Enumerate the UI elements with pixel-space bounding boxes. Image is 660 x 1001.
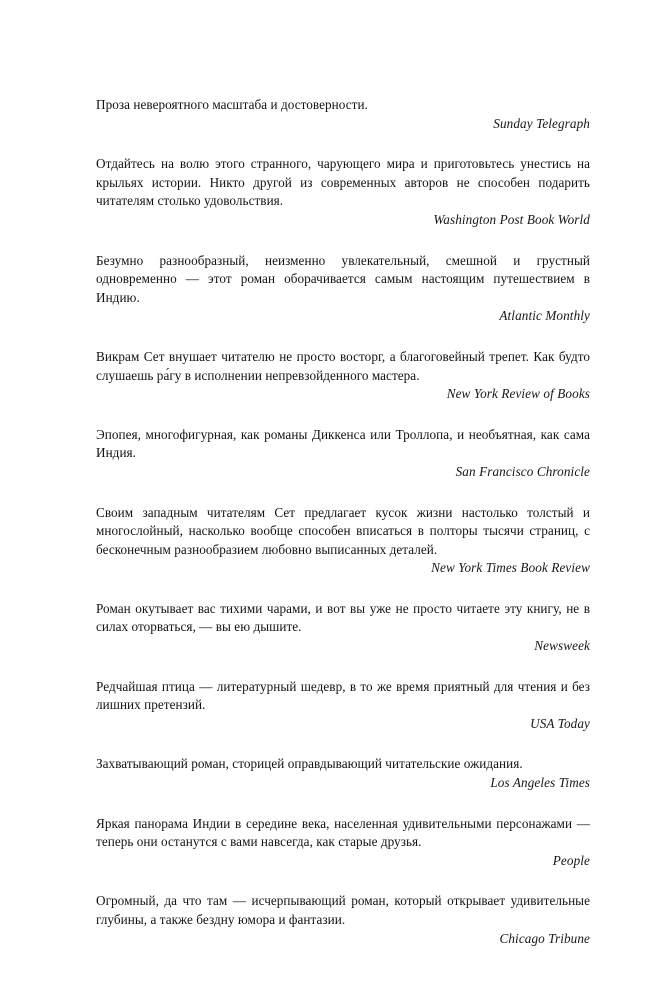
blurb-source: Newsweek [534, 638, 590, 654]
blurb-item [96, 155, 590, 229]
blurb-item [96, 252, 590, 326]
blurb-item [96, 504, 590, 578]
blurb-item [96, 678, 590, 734]
blurb-text: Отдайтесь на волю этого странного, чарующего мира и приготовьтесь унестись на крыльях истории. Никто другой из современных авторов не способен подарить читателям столько удовольствия. [96, 156, 590, 209]
blurb-source: New York Times Book Review [431, 560, 590, 576]
blurb-text: Яркая панорама Индии в середине века, населенная удивительными персонажами — теперь они останутся с вами навсегда, как старые друзья. [96, 815, 590, 850]
blurb-item [96, 815, 590, 871]
blurb-source: Sunday Telegraph [493, 115, 590, 131]
blurb-text: Роман окутывает вас тихими чарами, и вот вы уже не просто читаете эту книгу, не в силах оторваться, — вы ею дышите. [96, 600, 590, 635]
blurb-text: Редчайшая птица — литературный шедевр, в то же время приятный для чтения и без лишних претензий. [96, 678, 590, 713]
blurb-text: Викрам Сет внушает читателю не просто восторг, а благоговейный трепет. Как будто слушаешь ра́гу в исполнении непревзойденного мастера. [96, 348, 590, 383]
blurb-item [96, 96, 590, 133]
blurb-item [96, 600, 590, 656]
blurb-item [96, 892, 590, 948]
blurb-item [96, 755, 590, 792]
blurb-source: San Francisco Chronicle [455, 463, 590, 479]
praise-blurb-list [96, 96, 590, 948]
blurb-text: Огромный, да что там — исчерпывающий роман, который открывает удивительные глубины, а также бездну юмора и фантазии. [96, 893, 590, 927]
blurb-text: Проза невероятного масштаба и достоверности. [96, 97, 368, 112]
blurb-item [96, 426, 590, 482]
blurb-source: Chicago Tribune [499, 930, 590, 946]
blurb-source: Atlantic Monthly [499, 308, 590, 324]
blurb-source: Washington Post Book World [433, 211, 590, 227]
blurb-item [96, 348, 590, 404]
blurb-source: USA Today [530, 715, 590, 731]
blurb-source: Los Angeles Times [490, 775, 590, 791]
blurb-source: People [552, 852, 590, 868]
blurb-text: Захватывающий роман, сторицей оправдывающий читательские ожидания. [96, 756, 523, 772]
blurb-text: Своим западным читателям Сет предлагает кусок жизни настолько толстый и многослойный, насколько вообще способен вписаться в полторы тысячи страниц, с бесконечным разнообразием любовно выписанных деталей. [96, 504, 590, 557]
blurb-text: Эпопея, многофигурная, как романы Диккенса или Троллопа, и необъятная, как сама Индия. [96, 426, 590, 461]
blurb-text: Безумно разнообразный, неизменно увлекательный, смешной и грустный одновременно — этот роман оборачивается самым настоящим путешествием в Индию. [96, 252, 590, 305]
blurb-source: New York Review of Books [446, 386, 590, 402]
